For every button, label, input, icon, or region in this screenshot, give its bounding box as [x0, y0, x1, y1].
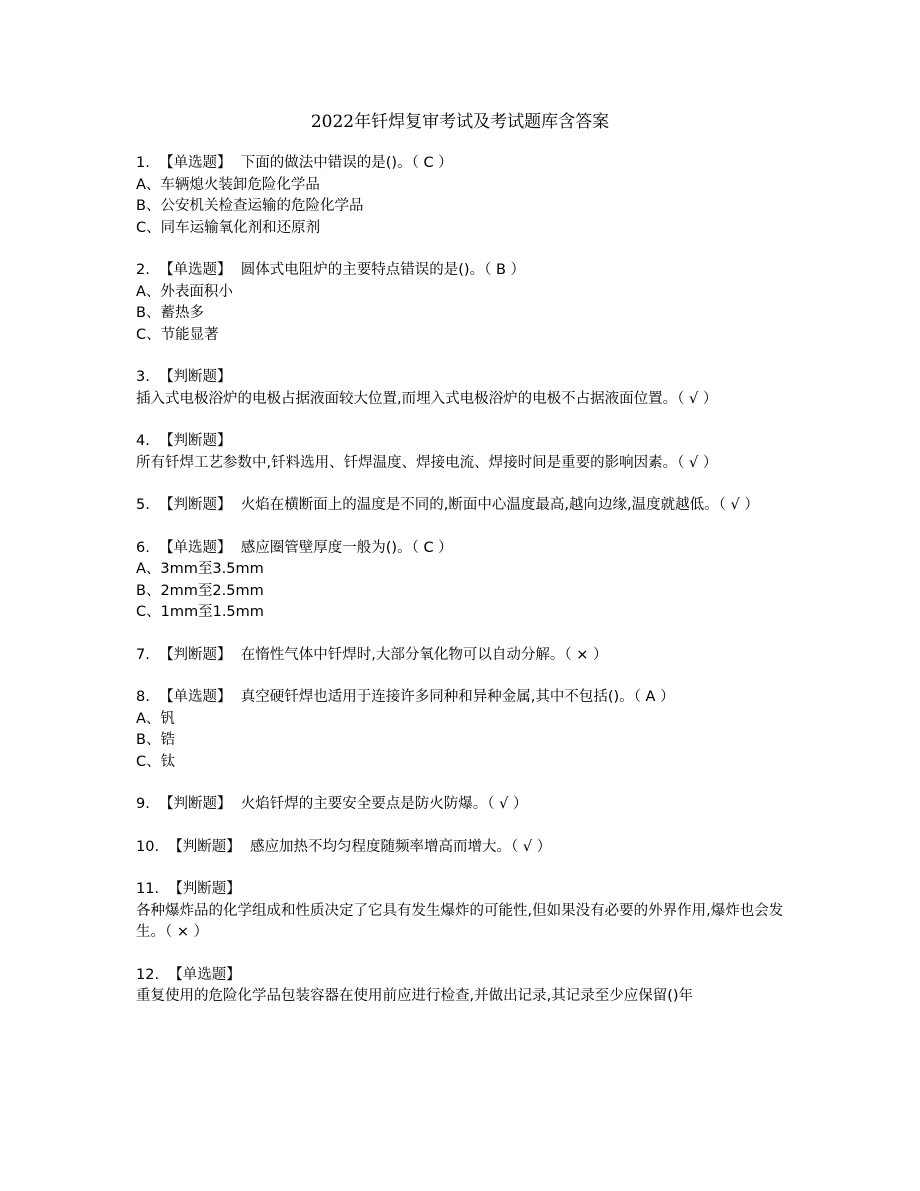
question-text: 圆体式电阻炉的主要特点错误的是()。（ B ）: [240, 262, 526, 278]
question-type: 【判断题】: [159, 369, 232, 385]
question-line: [136, 153, 786, 175]
answer-option: B、蓄热多: [136, 305, 204, 321]
question-block: [136, 431, 786, 474]
question-number: 6.: [136, 539, 150, 556]
question-text: 插入式电极浴炉的电极占据液面较大位置,而埋入式电极浴炉的电极不占据液面位置。（ √ ）: [136, 390, 718, 407]
question-number: 4.: [136, 433, 150, 449]
question-number: 12.: [136, 966, 160, 983]
answer-option: B、公安机关检查运输的危险化学品: [136, 198, 364, 214]
question-list: [136, 153, 786, 1029]
question-type: 【判断题】: [159, 796, 232, 812]
question-text: 感应圈管壁厚度一般为()。（ C ）: [240, 539, 453, 556]
question-block: [136, 687, 786, 773]
question-number: 1.: [136, 155, 150, 171]
question-line: [136, 879, 786, 944]
question-text: 重复使用的危险化学品包装容器在使用前应进行检查,并做出记录,其记录至少应保留()年: [136, 988, 694, 1004]
question-line: [136, 965, 786, 1008]
answer-option: A、钒: [136, 710, 175, 727]
question-number: 10.: [136, 838, 160, 855]
question-number: 5.: [136, 497, 150, 513]
question-block: [136, 879, 786, 944]
question-line: [136, 837, 786, 859]
question-text: 火焰钎焊的主要安全要点是防火防爆。（ √ ）: [240, 796, 528, 812]
question-text: 火焰在横断面上的温度是不同的,断面中心温度最高,越向边缘,温度就越低。（ √ ）: [240, 497, 759, 513]
question-text: 真空硬钎焊也适用于连接许多同种和异种金属,其中不包括()。（ A ）: [240, 689, 675, 705]
question-text: 所有钎焊工艺参数中,钎料选用、钎焊温度、焊接电流、焊接时间是重要的影响因素。（ √ ）: [136, 454, 718, 471]
question-number: 2.: [136, 262, 150, 278]
answer-option: C、钛: [136, 753, 176, 770]
question-number: 7.: [136, 646, 150, 663]
question-block: [136, 495, 786, 517]
question-text: 在惰性气体中钎焊时,大部分氧化物可以自动分解。（ × ）: [240, 646, 608, 663]
question-type: 【单选题】: [159, 262, 232, 278]
answer-option: B、锆: [136, 732, 175, 748]
question-line: [136, 260, 786, 282]
question-text: 各种爆炸品的化学组成和性质决定了它具有发生爆炸的可能性,但如果没有必要的外界作用,爆炸也会发生。（ × ）: [136, 902, 784, 940]
question-line: [136, 495, 786, 517]
question-line: [136, 367, 786, 410]
question-block: [136, 538, 786, 624]
question-line: [136, 794, 786, 816]
question-type: 【判断题】: [159, 497, 232, 513]
question-block: [136, 645, 786, 667]
answer-option: A、车辆熄火装卸危险化学品: [136, 176, 320, 193]
question-text: 下面的做法中错误的是()。（ C ）: [240, 155, 453, 171]
question-line: [136, 687, 786, 709]
question-type: 【判断题】: [159, 433, 232, 449]
answer-option: A、外表面积小: [136, 283, 233, 300]
question-number: 9.: [136, 796, 150, 812]
question-number: 8.: [136, 689, 150, 705]
question-line: [136, 645, 786, 667]
question-number: 11.: [136, 881, 160, 897]
question-line: [136, 431, 786, 474]
answer-option: A、3mm至3.5mm: [136, 561, 264, 577]
question-type: 【单选题】: [159, 155, 232, 171]
question-block: [136, 367, 786, 410]
question-block: [136, 260, 786, 346]
question-type: 【单选题】: [168, 966, 241, 983]
page-title: 2022年钎焊复审考试及考试题库含答案: [310, 112, 610, 132]
answer-option: C、同车运输氧化剂和还原剂: [136, 219, 321, 236]
question-text: 感应加热不均匀程度随频率增高而增大。（ √ ）: [250, 838, 552, 855]
question-line: [136, 538, 786, 560]
question-type: 【判断题】: [168, 838, 241, 855]
question-type: 【单选题】: [159, 539, 232, 556]
answer-option: B、2mm至2.5mm: [136, 582, 264, 599]
question-type: 【判断题】: [168, 881, 241, 897]
question-type: 【判断题】: [159, 646, 232, 663]
answer-option: C、节能显著: [136, 326, 219, 343]
question-number: 3.: [136, 369, 150, 385]
answer-option: C、1mm至1.5mm: [136, 604, 264, 620]
question-block: [136, 153, 786, 239]
question-block: [136, 965, 786, 1008]
question-block: [136, 837, 786, 859]
question-type: 【单选题】: [159, 689, 232, 705]
question-block: [136, 794, 786, 816]
